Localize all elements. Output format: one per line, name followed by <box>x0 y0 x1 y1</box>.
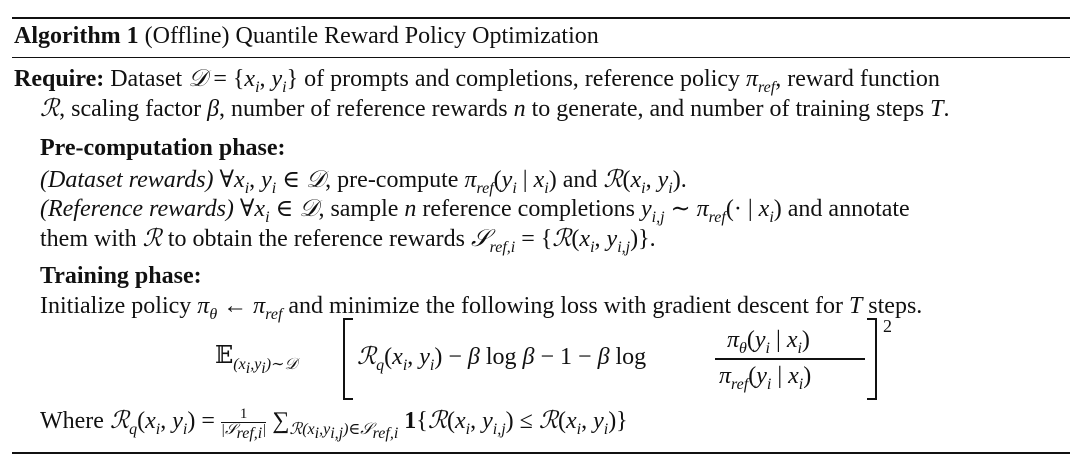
dataset-rewards-line: (Dataset rewards) $\forall x_i$, $y_i$ ∈ 𝒟, pre-compute $\pi_{ref}(y_i$ | $x_i$) and $ℛ(x_i$, $y_i$). <box>40 165 687 197</box>
training-heading: Training phase: <box>40 263 202 289</box>
training-init-line: Initialize policy $\pi_\theta$ ← $\pi_{ref}$ and minimize the following loss with gradient descent for T steps. <box>40 293 923 323</box>
reference-rewards-label: (Reference rewards) <box>40 196 234 222</box>
require-label: Require: <box>14 66 105 92</box>
precomputation-heading: Pre-computation phase: <box>40 135 286 161</box>
dataset-rewards-label: (Dataset rewards) <box>40 167 214 193</box>
require-line-2: ℛ, scaling factor β, number of reference rewards n to generate, and number of training steps T. <box>40 94 950 122</box>
require-line-1: Require: Dataset 𝒟 = {$x_i$, $y_i$} of prompts and completions, reference policy $\pi_{ref}$, reward function <box>14 64 940 96</box>
top-rule <box>12 17 1070 19</box>
loss-equation: 𝔼$_{(x_i,y_i)\sim 𝒟}$ $ℛ_q(x_i$, $y_i) - \beta$ log β − 1 − β log $\pi_\theta(y_i$ | $x_i$) $\pi_{ref}(y_i$ | $x_i$) 2 <box>215 318 915 398</box>
algorithm-name: (Offline) Quantile Reward Policy Optimization <box>144 23 599 49</box>
require-text-a: Dataset <box>110 66 189 92</box>
reference-rewards-line-2: them with ℛ to obtain the reference rewards 𝒮$_{ref,i}$ = {$ℛ(x_i$, $y_{i,j}$)}. <box>40 224 656 256</box>
algorithm-label: Algorithm 1 <box>14 23 139 49</box>
algorithm-title <box>14 22 599 50</box>
where-line: Where $ℛ_q(x_i$, $y_i$) = 1 |𝒮$_{ref,i}$| $\sum_{ℛ(x_i,y_{i,j})\in 𝒮_{ref,i}}$ $1\{ℛ(x_i$, $y_{i,j}$) ≤ $ℛ(x_i$, $y_i$)} <box>40 405 628 442</box>
reference-rewards-line: (Reference rewards) $\forall x_i$ ∈ 𝒟, sample n reference completions $y_{i,j}$ ∼ $\pi_{ref}(\cdot$ | $x_i$) and annotate <box>40 194 910 226</box>
title-rule <box>12 57 1070 58</box>
bottom-rule <box>12 452 1070 454</box>
